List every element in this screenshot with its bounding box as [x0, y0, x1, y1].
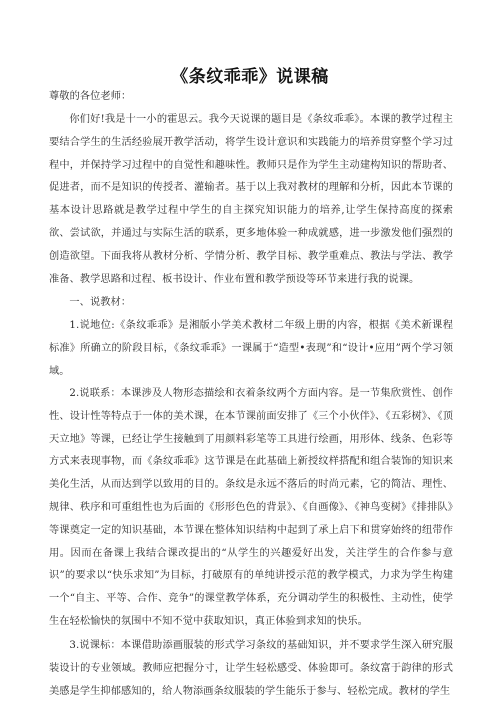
paragraph-position: 1.说地位:《条纹乖乖》是湘版小学美术教材二年级上册的内容，根据《美术新课程标准》所确立的阶段目标，《条纹乖乖》一课属于“造型•表现”和“设计•应用”两个学习领域。 [49, 320, 453, 377]
paragraph-connection: 2.说联系：本课涉及人物形态描绘和衣着条纹两个方面内容。是一节集欣赏性、创作性、设计性等特点于一体的美术课，在本节课前面安排了《三个小伙伴》、《五彩树》、《顶天立地》等课，已经让学生接触到了用颜料彩笔等工具进行绘画，用形体、线条、色彩等方式来表现事物，而《条纹乖乖》这节课是在此基础上新授纹样搭配和组合装饰的知识来美化生活，从而达到学以致用的目的。条纹是永远不落后的时尚元素，它的简洁、理性、规律、秩序和可重组性也为后面的《形形色色的背景》、《自画像》、《神鸟变树》《排排队》等课奠定一定的知识基础，本节课在整体知识结构中起到了承上启下和贯穿始终的纽带作用。因而在备课上我结合课改提出的“从学生的兴趣爱好出发，关注学生的合作参与意识”的要求以“快乐求知”为目标，打破原有的单纯讲授示范的教学模式，力求为学生构建一个“自主、平等、合作、竞争”的课堂教学体系，充分调动学生的积极性、主动性，使学生在轻松愉快的氛围中不知不觉中获取知识，真正体验到求知的快乐。 [49, 388, 453, 627]
document-title: 《条纹乖乖》说课稿 [171, 67, 329, 87]
paragraph-curriculum-standard: 3.说课标：本课借助添画服装的形式学习条纹的基础知识，并不要求学生深入研究服装设计的专业领域。教师应把握分寸，让学生轻松感受、体验即可。条纹富于韵律的形式美感是学生抑郁感知的，给人物添画条纹服装的学生能乐于参与、轻松完成。教材的学生 [49, 640, 453, 697]
greeting: 尊敬的各位老师： [49, 91, 132, 102]
section-heading-textbook: 一、说教材： [69, 297, 132, 308]
intro-paragraph: 你们好!我是十一小的霍思云。我今天说课的题目是《条纹乖乖》。本课的教学过程主要结合学生的生活经验展开教学活动，将学生设计意识和实践能力的培养贯穿整个学习过程中，并保持学习过程中的自觉性和趣味性。教师只是作为学生主动建构知识的帮助者、促进者，而不是知识的传授者、灌输者。基于以上我对教材的理解和分析，因此本节课的基本设计思路就是教学过程中学生的自主探究知识能力的培养,让学生保持高度的探索欲、尝试欲，并通过与实际生活的联系，更多地体验一种成就感，进一步激发他们强烈的创造欲望。下面我将从教材分析、学情分析、教学目标、教学重难点、教法与学法、教学准备、教学思路和过程、板书设计、作业布置和教学预设等环节来进行我的说课。 [49, 114, 453, 285]
